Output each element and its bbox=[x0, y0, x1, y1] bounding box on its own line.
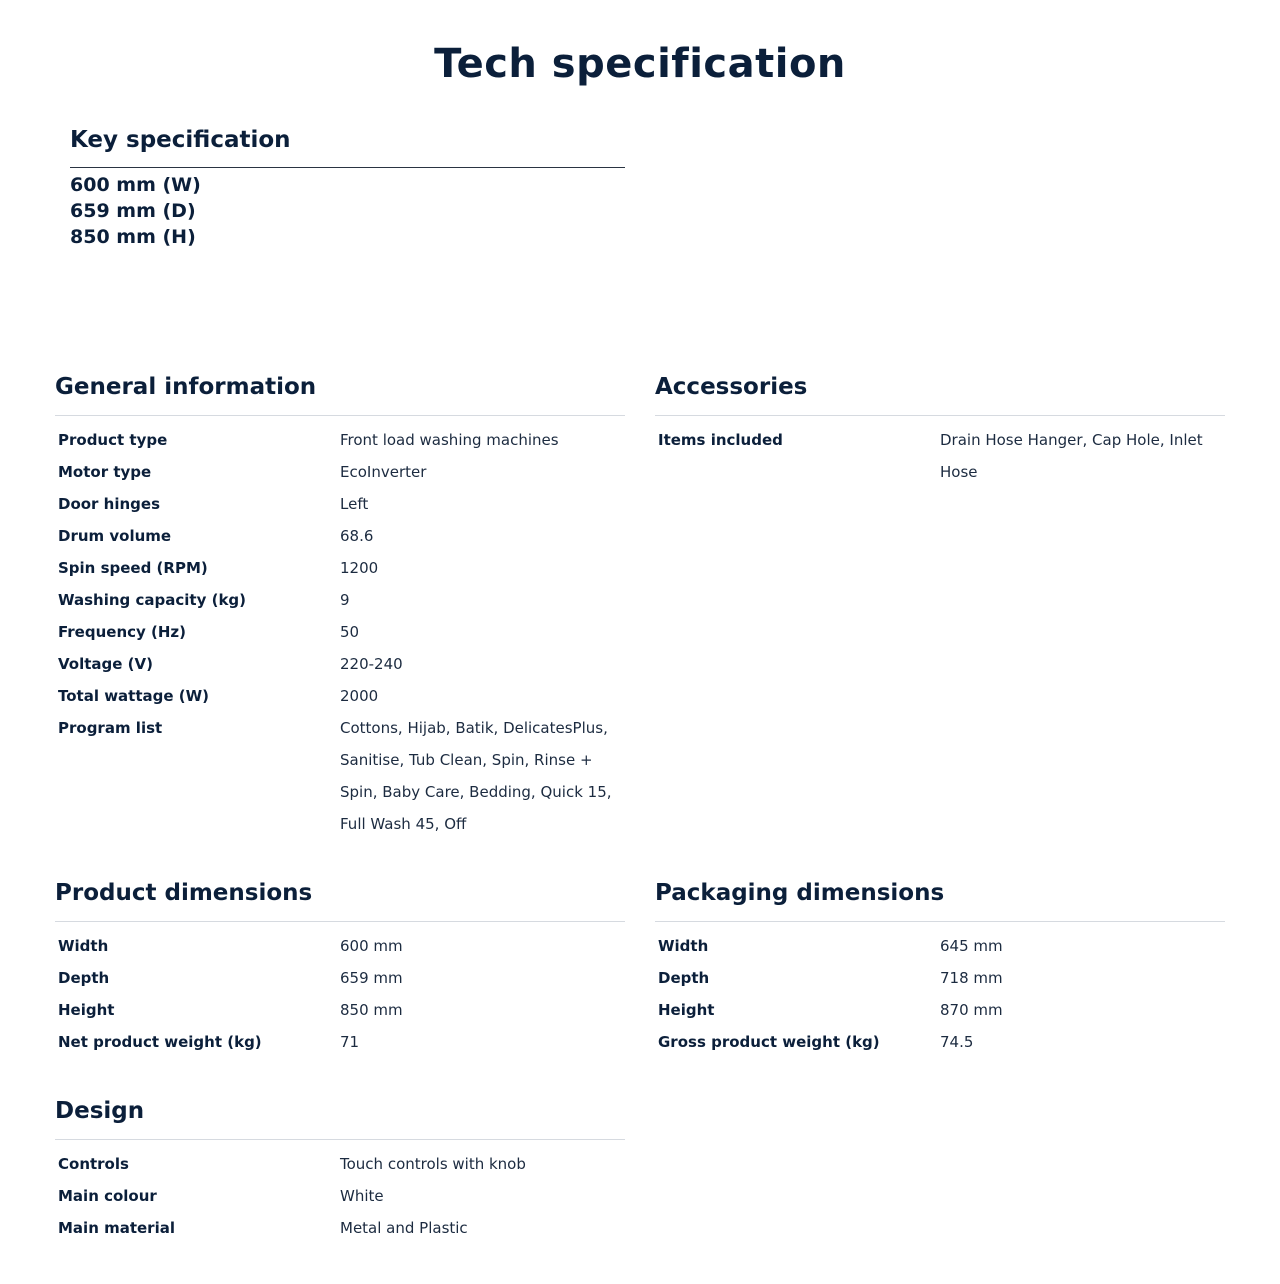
spec-value: 659 mm bbox=[340, 969, 403, 987]
spec-value: 68.6 bbox=[340, 527, 374, 545]
spec-row bbox=[55, 520, 625, 552]
spec-label: Width bbox=[658, 937, 709, 955]
spec-value: 9 bbox=[340, 591, 350, 609]
spec-row bbox=[55, 930, 625, 962]
spec-value: 50 bbox=[340, 623, 360, 641]
spec-label: Motor type bbox=[58, 463, 152, 481]
spec-row bbox=[55, 712, 625, 840]
spec-label: Width bbox=[58, 937, 109, 955]
spec-label: Gross product weight (kg) bbox=[658, 1033, 880, 1051]
key-specification-heading: Key specification bbox=[70, 124, 625, 168]
spec-row bbox=[55, 616, 625, 648]
spec-label: Main colour bbox=[58, 1187, 157, 1205]
spec-value: 870 mm bbox=[940, 1001, 1003, 1019]
spec-label: Washing capacity (kg) bbox=[58, 591, 247, 609]
spec-row bbox=[55, 1212, 625, 1244]
spec-row bbox=[55, 488, 625, 520]
spec-row bbox=[655, 994, 1225, 1026]
section-heading: Product dimensions bbox=[55, 878, 625, 922]
spec-value: 600 mm bbox=[340, 937, 403, 955]
spec-row bbox=[55, 648, 625, 680]
spec-label: Door hinges bbox=[58, 495, 161, 513]
spec-label: Voltage (V) bbox=[58, 655, 153, 673]
spec-value: 74.5 bbox=[940, 1033, 974, 1051]
spec-row bbox=[655, 424, 1225, 488]
spec-value: Touch controls with knob bbox=[340, 1155, 526, 1173]
spec-row bbox=[55, 584, 625, 616]
key-spec-height: 850 mm (H) bbox=[70, 226, 196, 248]
spec-value: 645 mm bbox=[940, 937, 1003, 955]
spec-value: Front load washing machines bbox=[340, 431, 559, 449]
spec-row bbox=[655, 1026, 1225, 1058]
spec-row bbox=[655, 962, 1225, 994]
spec-label: Main material bbox=[58, 1219, 175, 1237]
spec-value: 220-240 bbox=[340, 655, 403, 673]
spec-label: Total wattage (W) bbox=[58, 687, 210, 705]
section-heading: Packaging dimensions bbox=[655, 878, 1225, 922]
spec-row bbox=[55, 424, 625, 456]
section-heading: General information bbox=[55, 372, 625, 416]
spec-label: Net product weight (kg) bbox=[58, 1033, 262, 1051]
key-specification bbox=[70, 124, 625, 250]
spec-label: Product type bbox=[58, 431, 168, 449]
spec-row bbox=[55, 552, 625, 584]
spec-row bbox=[55, 994, 625, 1026]
spec-value: White bbox=[340, 1187, 384, 1205]
page-title: Tech specification bbox=[434, 41, 846, 87]
spec-table bbox=[55, 930, 625, 1058]
spec-label: Program list bbox=[58, 719, 163, 737]
spec-table bbox=[655, 930, 1225, 1058]
spec-value: Cottons, Hijab, Batik, DelicatesPlus, Sanitise, Tub Clean, Spin, Rinse + Spin, Baby Care, Bedding, Quick 15, Full Wash 45, Off bbox=[340, 719, 612, 833]
spec-value: 718 mm bbox=[940, 969, 1003, 987]
spec-value: 71 bbox=[340, 1033, 360, 1051]
spec-label: Controls bbox=[58, 1155, 129, 1173]
spec-row bbox=[655, 930, 1225, 962]
spec-row bbox=[55, 1026, 625, 1058]
spec-label: Items included bbox=[658, 431, 783, 449]
spec-value: Metal and Plastic bbox=[340, 1219, 468, 1237]
section-heading: Design bbox=[55, 1096, 625, 1140]
spec-table bbox=[655, 424, 1225, 488]
spec-label: Frequency (Hz) bbox=[58, 623, 187, 641]
spec-label: Drum volume bbox=[58, 527, 172, 545]
packaging-dimensions-section bbox=[655, 878, 1225, 1058]
product-dimensions-section bbox=[55, 878, 625, 1058]
spec-value: 850 mm bbox=[340, 1001, 403, 1019]
spec-label: Depth bbox=[658, 969, 710, 987]
design-section bbox=[55, 1096, 625, 1244]
spec-row bbox=[55, 1148, 625, 1180]
key-spec-width: 600 mm (W) bbox=[70, 174, 201, 196]
key-spec-depth: 659 mm (D) bbox=[70, 200, 196, 222]
spec-label: Spin speed (RPM) bbox=[58, 559, 208, 577]
spec-value: 2000 bbox=[340, 687, 379, 705]
spec-value: Left bbox=[340, 495, 369, 513]
spec-row bbox=[55, 1180, 625, 1212]
spec-table bbox=[55, 1148, 625, 1244]
spec-row bbox=[55, 456, 625, 488]
spec-table bbox=[55, 424, 625, 840]
accessories-section bbox=[655, 372, 1225, 488]
spec-row bbox=[55, 962, 625, 994]
spec-label: Depth bbox=[58, 969, 110, 987]
section-heading: Accessories bbox=[655, 372, 1225, 416]
key-specification-list bbox=[70, 172, 625, 250]
spec-value: 1200 bbox=[340, 559, 379, 577]
spec-row bbox=[55, 680, 625, 712]
spec-label: Height bbox=[658, 1001, 715, 1019]
spec-value: Drain Hose Hanger, Cap Hole, Inlet Hose bbox=[940, 431, 1203, 481]
spec-label: Height bbox=[58, 1001, 115, 1019]
spec-value: EcoInverter bbox=[340, 463, 427, 481]
general-information-section bbox=[55, 372, 625, 840]
